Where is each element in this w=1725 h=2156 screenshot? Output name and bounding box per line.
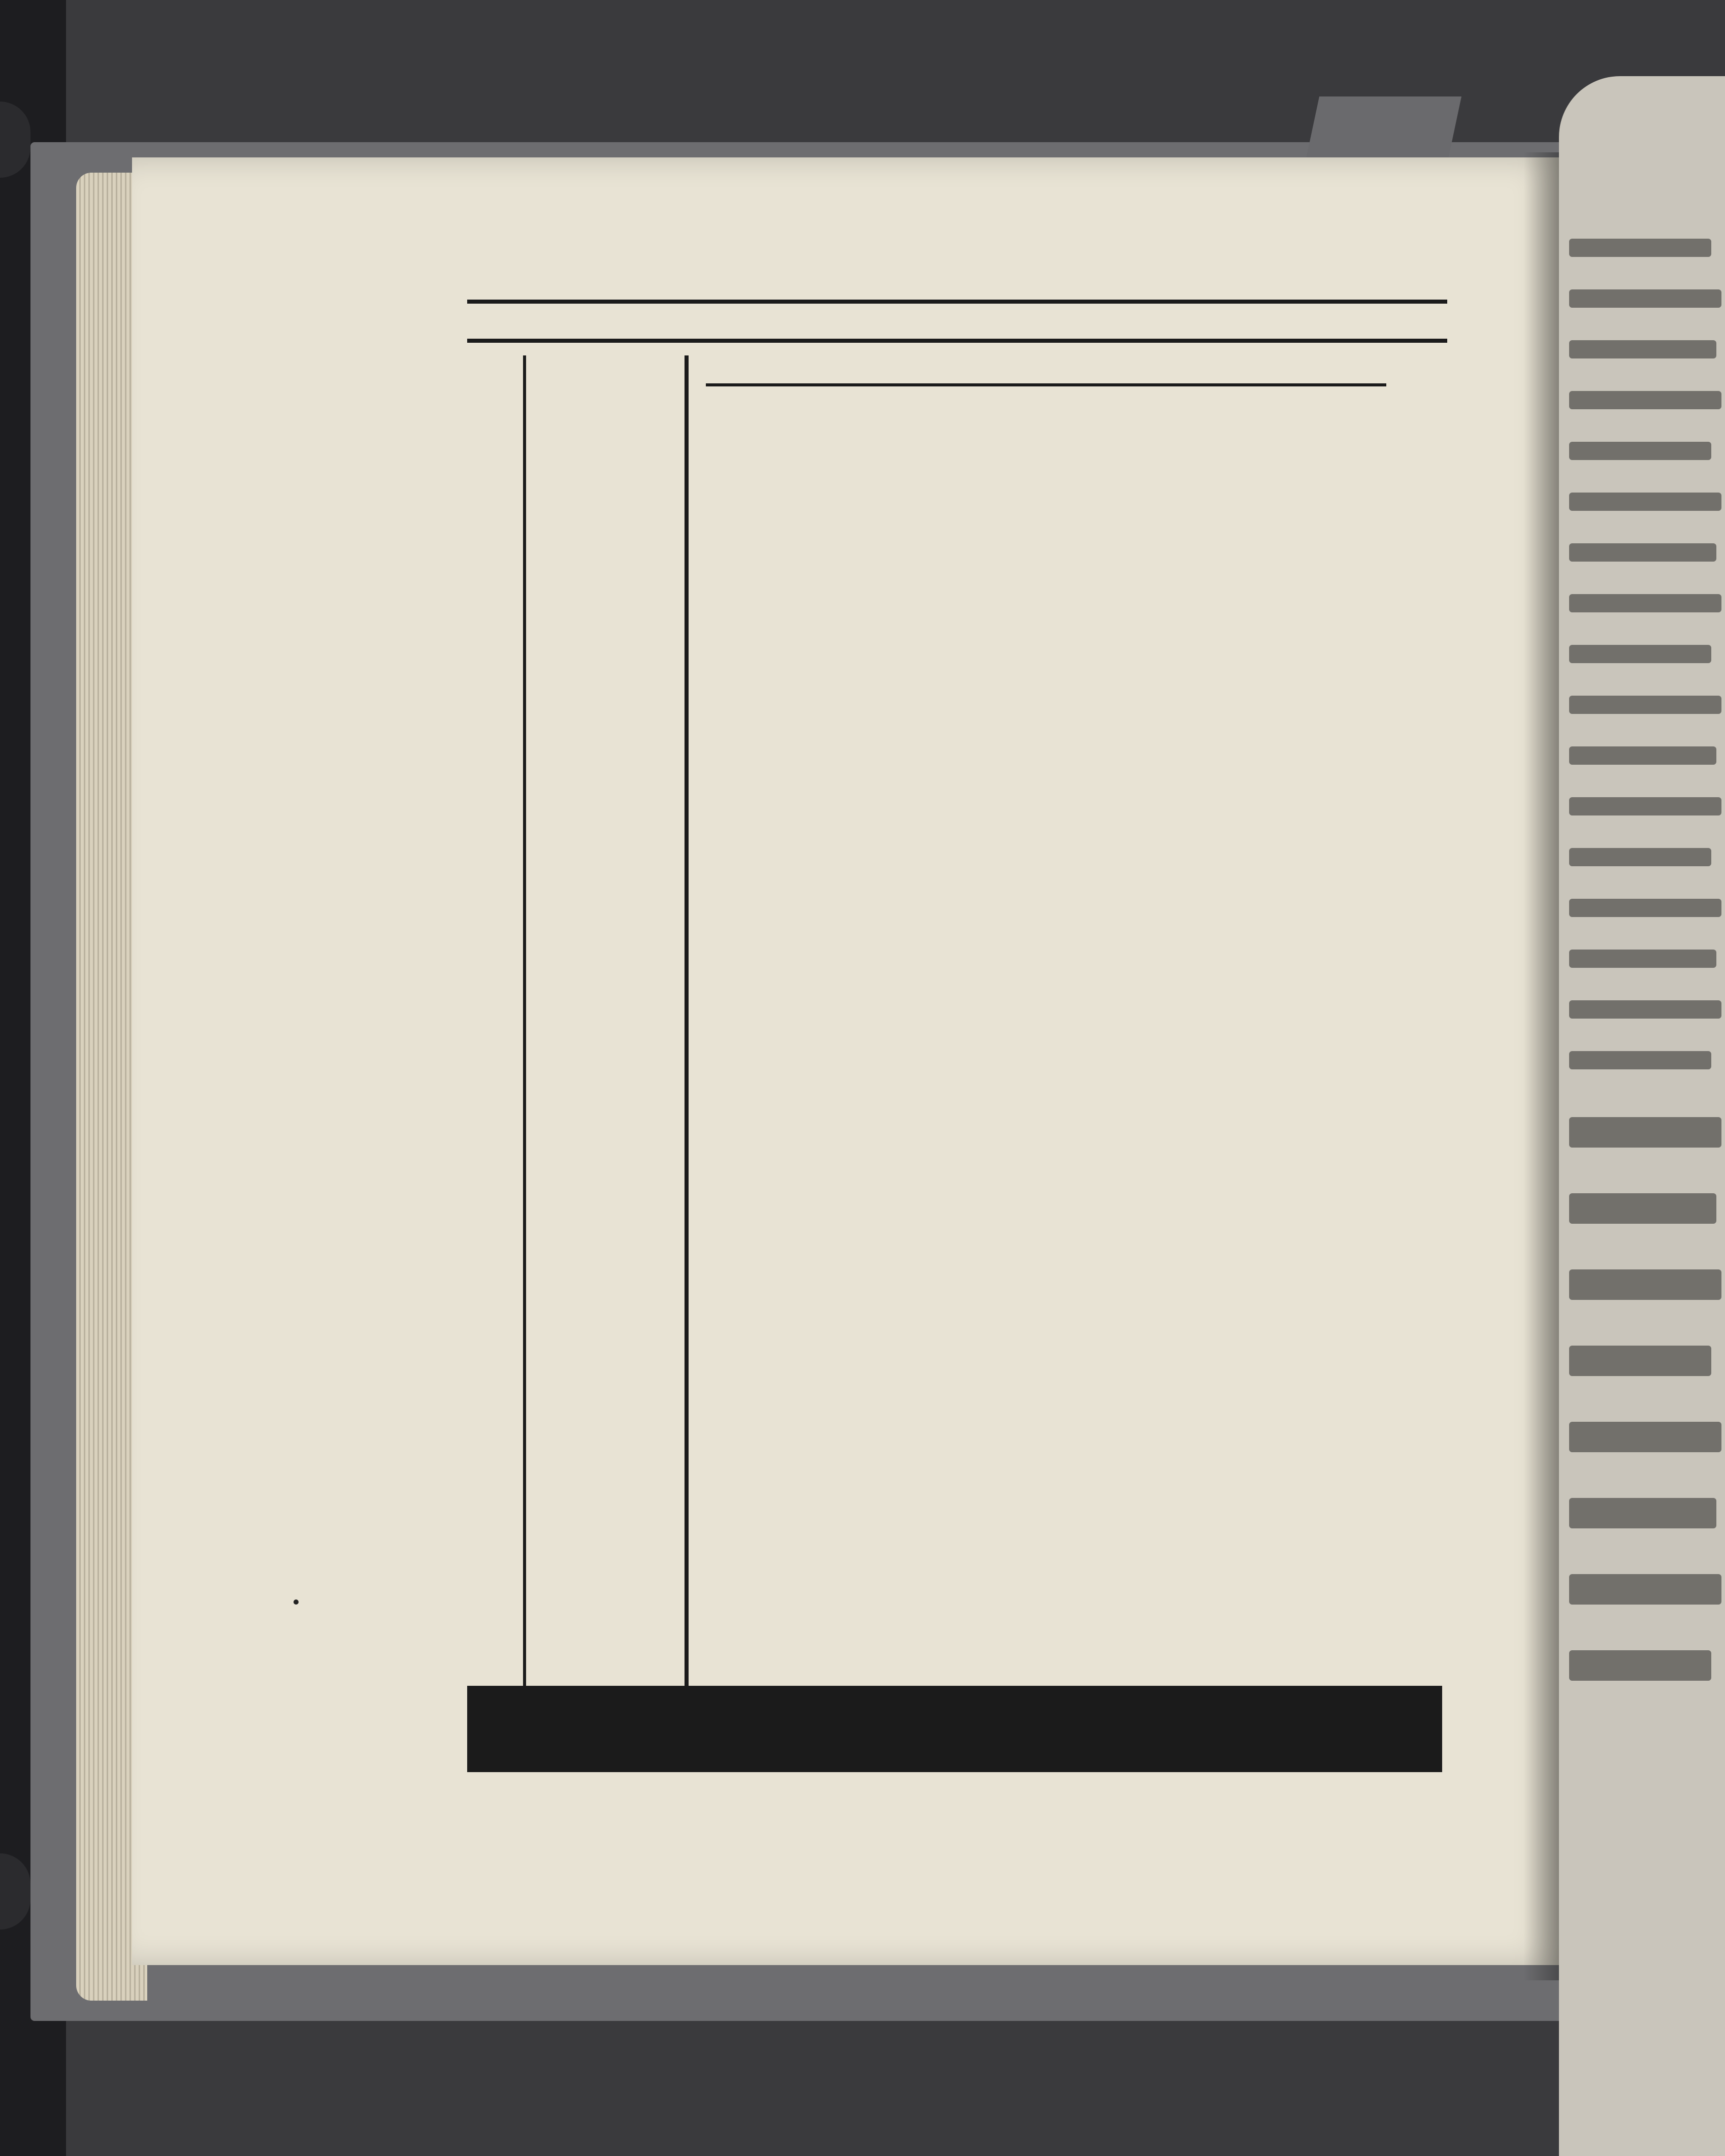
margin-rule <box>523 355 526 1696</box>
header-rule <box>706 383 1386 386</box>
ornament-border-top <box>467 297 1447 345</box>
ornament-border-right <box>1386 345 1442 1696</box>
ink-speck <box>294 1599 299 1605</box>
facing-page <box>1559 76 1725 2156</box>
column-rule <box>685 355 689 1696</box>
ornament-border-bottom <box>467 1686 1442 1772</box>
ornament-border-left <box>467 345 518 1696</box>
